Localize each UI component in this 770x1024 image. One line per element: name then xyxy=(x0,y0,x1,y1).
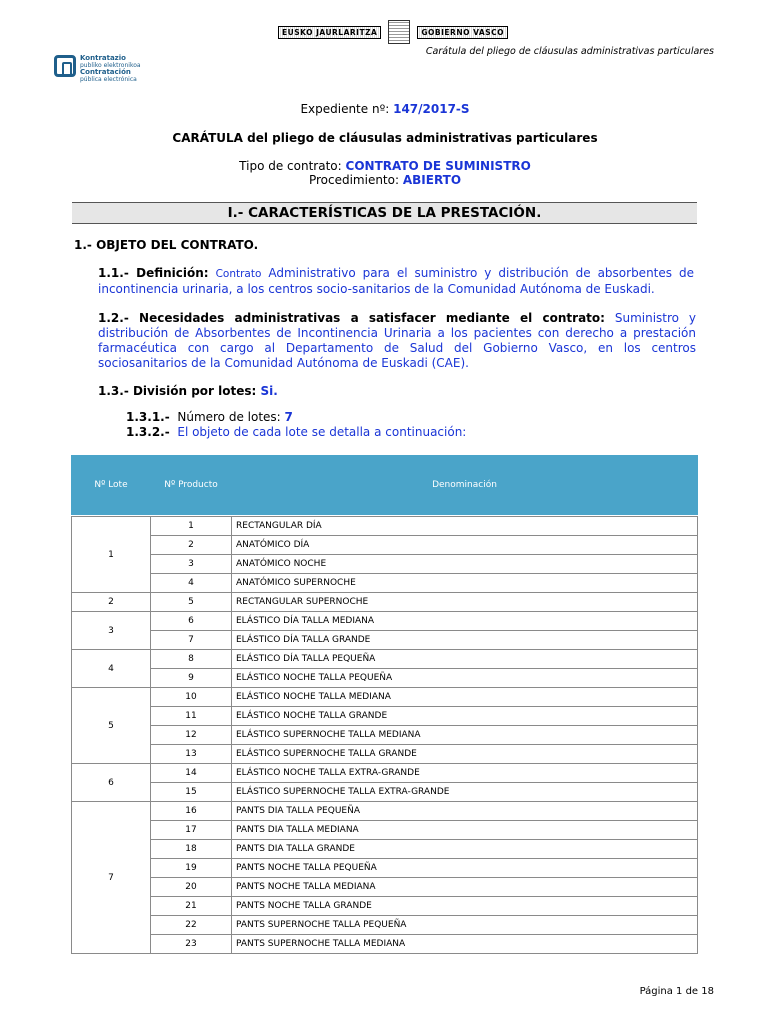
cell-producto: 1 xyxy=(151,517,232,536)
cell-producto: 14 xyxy=(151,764,232,783)
cell-producto: 9 xyxy=(151,669,232,688)
necesidades-label: 1.2.- Necesidades administrativas a satisfacer mediante el contrato: xyxy=(98,311,605,325)
cell-denominacion: ANATÓMICO DÍA xyxy=(232,536,698,555)
cell-denominacion: PANTS SUPERNOCHE TALLA PEQUEÑA xyxy=(232,916,698,935)
logo-line2: publiko elektronikoa xyxy=(80,62,141,69)
cell-producto: 8 xyxy=(151,650,232,669)
logo-line1: Kontratazio xyxy=(80,54,126,62)
cell-producto: 22 xyxy=(151,916,232,935)
logo-line3: Contratación xyxy=(80,68,131,76)
necesidades-text: Suministro y distribución de Absorbentes de Incontinencia Urinaria a los pacientes con derecho a prestación farmacéutica con cargo al Departamento de Salud del Gobierno Vasco, en los centros sociosanitarios de la Comunidad Autónoma de Euskadi (CAE). xyxy=(98,311,696,370)
cell-producto: 11 xyxy=(151,707,232,726)
procedimiento-line xyxy=(0,173,770,187)
logo-line4: pública electrónica xyxy=(80,76,137,83)
cell-lote: 7 xyxy=(72,802,151,954)
table-row xyxy=(72,650,698,669)
cell-producto: 16 xyxy=(151,802,232,821)
cell-denominacion: RECTANGULAR DÍA xyxy=(232,517,698,536)
tipo-value: CONTRATO DE SUMINISTRO xyxy=(345,159,531,173)
cell-producto: 2 xyxy=(151,536,232,555)
table-row xyxy=(72,840,698,859)
table-row xyxy=(72,574,698,593)
cell-producto: 6 xyxy=(151,612,232,631)
cell-lote: 4 xyxy=(72,650,151,688)
table-row xyxy=(72,859,698,878)
cell-denominacion: ELÁSTICO NOCHE TALLA MEDIANA xyxy=(232,688,698,707)
cell-producto: 12 xyxy=(151,726,232,745)
tipo-line xyxy=(0,159,770,173)
cell-producto: 15 xyxy=(151,783,232,802)
cell-producto: 18 xyxy=(151,840,232,859)
table-row xyxy=(72,878,698,897)
objeto-lote-text: El objeto de cada lote se detalla a continuación: xyxy=(177,425,467,439)
definicion-prefix: Contrato xyxy=(215,268,262,280)
cell-denominacion: ELÁSTICO SUPERNOCHE TALLA EXTRA-GRANDE xyxy=(232,783,698,802)
cell-producto: 7 xyxy=(151,631,232,650)
cell-producto: 5 xyxy=(151,593,232,612)
num-lotes-value: 7 xyxy=(284,410,293,424)
table-row xyxy=(72,726,698,745)
table-row xyxy=(72,555,698,574)
cell-producto: 21 xyxy=(151,897,232,916)
cell-producto: 3 xyxy=(151,555,232,574)
cell-producto: 10 xyxy=(151,688,232,707)
cell-denominacion: ANATÓMICO SUPERNOCHE xyxy=(232,574,698,593)
cell-producto: 19 xyxy=(151,859,232,878)
table-row xyxy=(72,916,698,935)
header-producto: Nº Producto xyxy=(151,456,232,515)
table-row xyxy=(72,669,698,688)
header-lote: Nº Lote xyxy=(72,456,151,515)
definicion-paragraph xyxy=(98,266,694,297)
cell-denominacion: ELÁSTICO DÍA TALLA GRANDE xyxy=(232,631,698,650)
objeto-lote-label: 1.3.2.- xyxy=(126,425,170,439)
cell-denominacion: ELÁSTICO NOCHE TALLA GRANDE xyxy=(232,707,698,726)
page-number: Página 1 de 18 xyxy=(639,986,714,997)
cell-denominacion: PANTS DIA TALLA PEQUEÑA xyxy=(232,802,698,821)
cell-denominacion: ELÁSTICO NOCHE TALLA PEQUEÑA xyxy=(232,669,698,688)
caratula-title: CARÁTULA del pliego de cláusulas administrativas particulares xyxy=(172,131,598,145)
logo-mark-icon xyxy=(54,55,76,77)
necesidades-paragraph xyxy=(98,311,696,371)
kontratazio-logo xyxy=(54,55,144,91)
table-row xyxy=(72,688,698,707)
definicion-label: 1.1.- Definición: xyxy=(98,266,209,280)
num-lotes-text: Número de lotes: xyxy=(177,410,281,424)
cell-denominacion: ELÁSTICO DÍA TALLA PEQUEÑA xyxy=(232,650,698,669)
table-body xyxy=(72,515,698,954)
table-row xyxy=(72,935,698,954)
cell-producto: 13 xyxy=(151,745,232,764)
header-denominacion: Denominación xyxy=(232,456,698,515)
table-row xyxy=(72,897,698,916)
expediente-label: Expediente nº: xyxy=(300,102,390,116)
cell-lote: 5 xyxy=(72,688,151,764)
cell-denominacion: RECTANGULAR SUPERNOCHE xyxy=(232,593,698,612)
division-line xyxy=(98,384,278,398)
cell-lote: 2 xyxy=(72,593,151,612)
coat-of-arms-icon xyxy=(388,20,410,44)
procedimiento-value: ABIERTO xyxy=(402,173,462,187)
cell-producto: 23 xyxy=(151,935,232,954)
table-row xyxy=(72,745,698,764)
definicion-text: Administrativo para el suministro y distribución de absorbentes de incontinencia urinaria, a los centros socio-sanitarios de la Comunidad Autónoma de Euskadi. xyxy=(98,266,694,296)
table-header-row xyxy=(72,456,698,515)
cell-denominacion: PANTS SUPERNOCHE TALLA MEDIANA xyxy=(232,935,698,954)
table-row xyxy=(72,821,698,840)
cell-lote: 3 xyxy=(72,612,151,650)
government-banner xyxy=(278,24,508,40)
objeto-heading: 1.- OBJETO DEL CONTRATO. xyxy=(74,238,259,252)
cell-denominacion: ELÁSTICO SUPERNOCHE TALLA MEDIANA xyxy=(232,726,698,745)
table-row xyxy=(72,517,698,536)
cell-denominacion: PANTS NOCHE TALLA MEDIANA xyxy=(232,878,698,897)
cell-denominacion: PANTS NOCHE TALLA PEQUEÑA xyxy=(232,859,698,878)
expediente-line xyxy=(0,102,770,116)
cell-denominacion: ANATÓMICO NOCHE xyxy=(232,555,698,574)
table-row xyxy=(72,612,698,631)
cell-lote: 6 xyxy=(72,764,151,802)
num-lotes-line xyxy=(126,410,293,424)
section-title: I.- CARACTERÍSTICAS DE LA PRESTACIÓN. xyxy=(72,202,697,224)
table-row xyxy=(72,783,698,802)
division-label: 1.3.- División por lotes: xyxy=(98,384,257,398)
header-note: Carátula del pliego de cláusulas administrativas particulares xyxy=(425,46,714,57)
cell-denominacion: PANTS DIA TALLA GRANDE xyxy=(232,840,698,859)
num-lotes-label: 1.3.1.- xyxy=(126,410,170,424)
lotes-table xyxy=(71,455,698,954)
division-value: Si. xyxy=(260,384,278,398)
gov-left-text: EUSKO JAURLARITZA xyxy=(278,26,381,39)
cell-producto: 17 xyxy=(151,821,232,840)
tipo-label: Tipo de contrato: xyxy=(239,159,342,173)
table-row xyxy=(72,707,698,726)
objeto-lote-line xyxy=(126,425,466,439)
table-row xyxy=(72,802,698,821)
cell-denominacion: ELÁSTICO DÍA TALLA MEDIANA xyxy=(232,612,698,631)
expediente-value: 147/2017-S xyxy=(393,102,470,116)
procedimiento-label: Procedimiento: xyxy=(308,173,400,187)
cell-lote: 1 xyxy=(72,517,151,593)
gov-right-text: GOBIERNO VASCO xyxy=(417,26,508,39)
cell-denominacion: ELÁSTICO NOCHE TALLA EXTRA-GRANDE xyxy=(232,764,698,783)
cell-producto: 4 xyxy=(151,574,232,593)
table-row xyxy=(72,593,698,612)
table-row xyxy=(72,536,698,555)
cell-denominacion: PANTS NOCHE TALLA GRANDE xyxy=(232,897,698,916)
cell-denominacion: PANTS DIA TALLA MEDIANA xyxy=(232,821,698,840)
cell-producto: 20 xyxy=(151,878,232,897)
table-row xyxy=(72,631,698,650)
cell-denominacion: ELÁSTICO SUPERNOCHE TALLA GRANDE xyxy=(232,745,698,764)
table-row xyxy=(72,764,698,783)
